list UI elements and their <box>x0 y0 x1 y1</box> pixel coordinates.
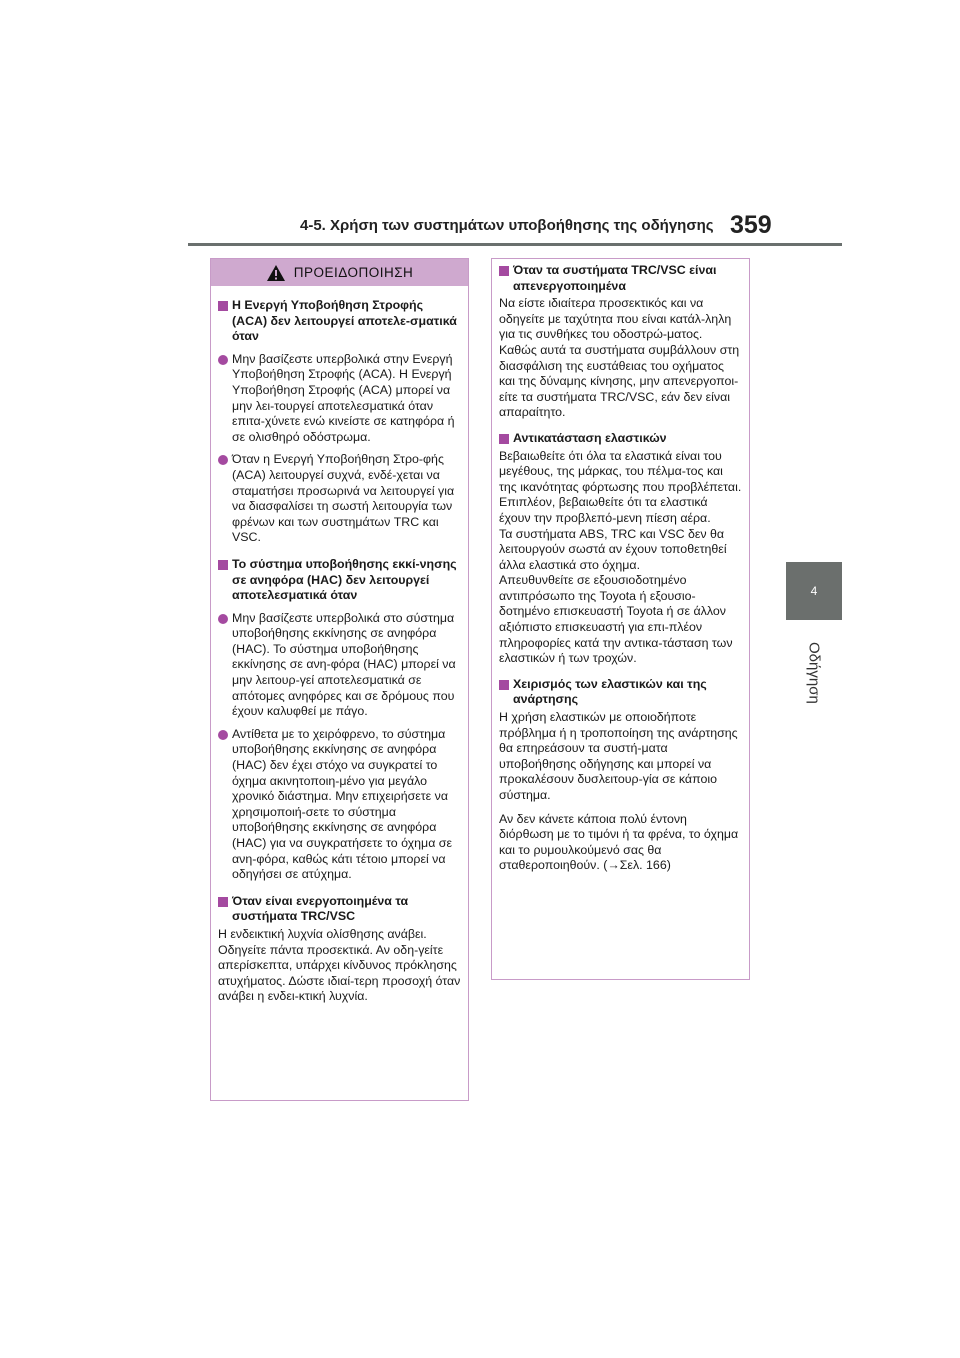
right-paragraph: Βεβαιωθείτε ότι όλα τα ελαστικά είναι του μεγέθους, της μάρκας, του πέλμα-τος και της ικανότητας φόρτωσης που προβλέπεται. Επιπλέον, βεβαιωθείτε ότι τα ελαστικά έχουν την προβλεπό-μενη πίεση αέρα. <box>499 448 742 525</box>
warning-bullet: Αντίθετα με το χειρόφρενο, το σύστημα υποβοήθησης εκκίνησης σε ανηφόρα (HAC) δεν έχει στόχο να συγκρατεί το όχημα ακινητοποιη-μένο για μεγάλο χρονικό διάστημα. Μην επιχειρήσετε να χρησιμοποιή-σετε το σύστημα υποβοήθησης εκκίνησης σε ανηφόρα (HAC) για να συγκρατήσετε το όχημα σε ανη-φόρα, καθώς κάτι τέτοιο μπορεί να οδηγήσει σε ατύχημα. <box>218 727 461 883</box>
warning-bullet: Μην βασίζεστε υπερβολικά στο σύστημα υποβοήθησης εκκίνησης σε ανηφόρα (HAC). Το σύστημα υποβοήθησης εκκίνησης σε ανη-φόρα (HAC) μπορεί να μην λειτουρ-γεί αποτελεσματικά σε απότομες ανηφόρες και σε δρόμους που έχουν καλυφθεί με πάγο. <box>218 611 461 720</box>
warning-triangle-icon <box>266 264 286 282</box>
right-section-title: Χειρισμός των ελαστικών και της ανάρτησης <box>499 677 742 708</box>
warning-header <box>211 259 468 286</box>
warning-paragraph: Η ενδεικτική λυχνία ολίσθησης ανάβει. Οδηγείτε πάντα προσεκτικά. Αν οδη-γείτε απερίσκεπτα, υπάρχει κίνδυνος πρόκλησης ατυχήματος. Δώστε ιδιαί-τερη προσοχή όταν ανάβει η ενδει-κτική λυχνία. <box>218 926 461 1004</box>
right-paragraph: Απευθυνθείτε σε εξουσιοδοτημένο αντιπρόσωπο της Toyota ή εξουσιο-δοτημένο επισκευαστή Toyota ή σε άλλον αξιόπιστο επισκευαστή για επι-πλέον πληροφορίες κατά την αντικα-τάσταση των ελαστικών ή των τροχών. <box>499 573 733 666</box>
warning-bullet: Μην βασίζεστε υπερβολικά στην Ενεργή Υποβοήθηση Στροφής (ACA). Η Ενεργή Υποβοήθηση Στροφής (ACA) μπορεί να μην λει-τουργεί αποτελεσματικά όταν επιτα-χύνετε ενώ κινείστε σε κατηφόρα ή σε ολισθηρό οδόστρωμα. <box>218 352 461 446</box>
square-bullet-icon <box>218 560 228 570</box>
chapter-label: Οδήγηση <box>805 642 823 704</box>
square-bullet-icon <box>499 434 509 444</box>
right-paragraph: Αν δεν κάνετε κάποια πολύ έντονη διόρθωση με το τιμόνι ή τα φρένα, το όχημα και το ρυμουλκούμενό σας θα σταθεροποιηθούν. (→Σελ. 166) <box>499 811 739 873</box>
page-number: 359 <box>730 211 772 239</box>
square-bullet-icon <box>499 680 509 690</box>
warning-section-title: Το σύστημα υποβοήθησης εκκί-νησης σε ανηφόρα (HAC) δεν λειτουργεί αποτελεσματικά όταν <box>218 557 461 604</box>
circle-bullet-icon <box>218 730 228 740</box>
right-paragraph: Η χρήση ελαστικών με οποιοδήποτε πρόβλημα ή η τροποποίηση της ανάρτησης θα επηρεάσουν τα συστή-ματα υποβοήθησης οδήγησης και μπορεί να προκαλέσουν δυσλειτουρ-γία σε κάποιο σύστημα. <box>499 710 738 802</box>
square-bullet-icon <box>218 301 228 311</box>
square-bullet-icon <box>218 897 228 907</box>
warning-box <box>210 258 469 1101</box>
warning-heading: ΠΡΟΕΙΔΟΠΟΙΗΣΗ <box>293 265 414 280</box>
right-section-title: Αντικατάσταση ελαστικών <box>499 431 742 447</box>
warning-section-title: Η Ενεργή Υποβοήθηση Στροφής (ACA) δεν λειτουργεί αποτελε-σματικά όταν <box>218 298 461 345</box>
section-header-title: 4-5. Χρήση των συστημάτων υποβοήθησης της οδήγησης <box>300 217 714 234</box>
circle-bullet-icon <box>218 614 228 624</box>
warning-section-title: Όταν είναι ενεργοποιημένα τα συστήματα TRC/VSC <box>218 894 461 925</box>
circle-bullet-icon <box>218 355 228 365</box>
square-bullet-icon <box>499 266 509 276</box>
chapter-tab: 4 <box>786 562 842 620</box>
right-section-title: Όταν τα συστήματα TRC/VSC είναι απενεργοποιημένα <box>499 263 742 294</box>
header-rule <box>188 243 842 246</box>
right-paragraph: Τα συστήματα ABS, TRC και VSC δεν θα λειτουργούν σωστά αν έχουν τοποθετηθεί άλλα ελαστικά στο όχημα. <box>499 526 727 572</box>
warning-bullet: Όταν η Ενεργή Υποβοήθηση Στρο-φής (ACA) λειτουργεί συχνά, ενδέ-χεται να σταματήσει προσωρινά να λειτουργεί για να διασφαλίσει τη σωστή λειτουργία των φρένων και των συστημάτων TRC και VSC. <box>218 452 461 546</box>
right-warning-box <box>491 258 750 980</box>
right-paragraph: Να είστε ιδιαίτερα προσεκτικός και να οδηγείτε με ταχύτητα που είναι κατάλ-ληλη για τις συνθήκες του οδοστρώ-ματος. Καθώς αυτά τα συστήματα συμβάλλουν στη διασφάλιση της ευστάθειας του οχήματος και της δύναμης κίνησης, μην απενεργοποι-είτε τα συστήματα TRC/VSC, εάν δεν είναι απαραίτητο. <box>499 296 740 420</box>
circle-bullet-icon <box>218 455 228 465</box>
